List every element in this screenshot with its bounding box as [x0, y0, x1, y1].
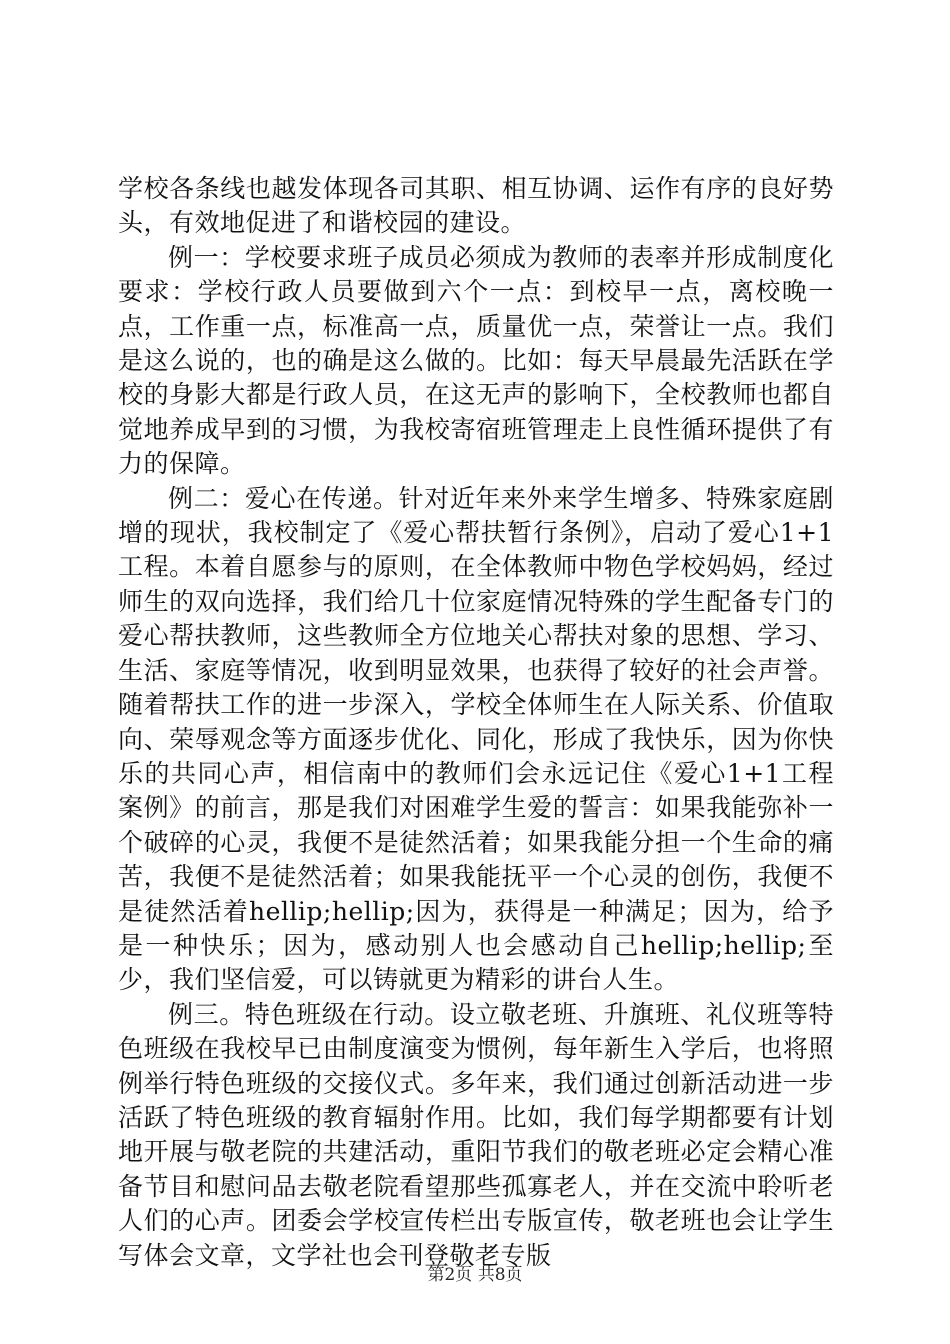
document-body [118, 172, 834, 1273]
paragraph-example-two: 例二：爱心在传递。针对近年来外来学生增多、特殊家庭剧增的现状，我校制定了《爱心帮扶暂行条例》，启动了爱心1+1工程。本着自愿参与的原则，在全体教师中物色学校妈妈，经过师生的双向选择，我们给几十位家庭情况特殊的学生配备专门的爱心帮扶教师，这些教师全方位地关心帮扶对象的思想、学习、生活、家庭等情况，收到明显效果，也获得了较好的社会声誉。随着帮扶工作的进一步深入，学校全体师生在人际关系、价值取向、荣辱观念等方面逐步优化、同化，形成了我快乐，因为你快乐的共同心声，相信南中的教师们会永远记住《爱心1+1工程案例》的前言，那是我们对困难学生爱的誓言：如果我能弥补一个破碎的心灵，我便不是徒然活着；如果我能分担一个生命的痛苦，我便不是徒然活着；如果我能抚平一个心灵的创伤，我便不是徒然活着hellip;hellip;因为，获得是一种满足；因为，给予是一种快乐；因为，感动别人也会感动自己hellip;hellip;至少，我们坚信爱，可以铸就更为精彩的讲台人生。 [118, 483, 834, 995]
paragraph-continuation: 学校各条线也越发体现各司其职、相互协调、运作有序的良好势头，有效地促进了和谐校园的建设。 [118, 174, 834, 238]
page-number-footer: 第2页 共8页 [427, 1265, 523, 1285]
paragraph-example-three: 例三。特色班级在行动。设立敬老班、升旗班、礼仪班等特色班级在我校早已由制度演变为惯例，每年新生入学后，也将照例举行特色班级的交接仪式。多年来，我们通过创新活动进一步活跃了特色班级的教育辐射作用。比如，我们每学期都要有计划地开展与敬老院的共建活动，重阳节我们的敬老班必定会精心准备节目和慰问品去敬老院看望那些孤寡老人，并在交流中聆听老人们的心声。团委会学校宣传栏出专版宣传，敬老班也会让学生写体会文章，文学社也会刊登敬老专版 [118, 999, 834, 1270]
paragraph-example-one: 例一：学校要求班子成员必须成为教师的表率并形成制度化要求：学校行政人员要做到六个一点：到校早一点，离校晚一点，工作重一点，标准高一点，质量优一点，荣誉让一点。我们是这么说的，也的确是这么做的。比如：每天早晨最先活跃在学校的身影大都是行政人员，在这无声的影响下，全校教师也都自觉地养成早到的习惯，为我校寄宿班管理走上良性循环提供了有力的保障。 [118, 242, 834, 479]
